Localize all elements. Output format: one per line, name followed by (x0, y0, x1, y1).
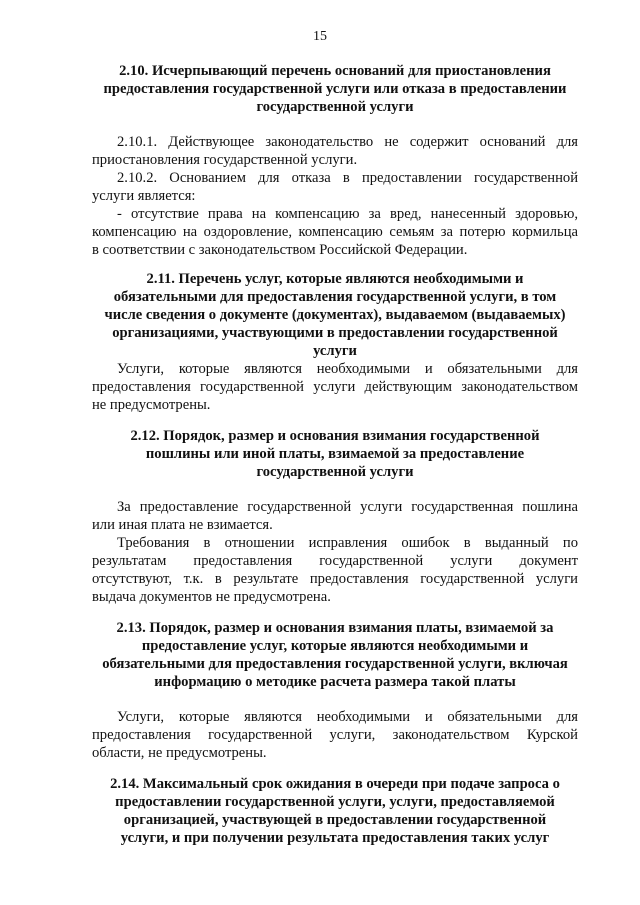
heading-2-13-line-1: 2.13. Порядок, размер и основания взимания платы, взимаемой за (116, 620, 554, 636)
heading-2-14-line-1: 2.14. Максимальный срок ожидания в очереди при подаче запроса о (110, 776, 560, 792)
heading-2-13-line-4: информацию о методике расчета размера такой платы (154, 674, 516, 690)
para-2-13-line-2: предоставления государственной услуги, законодательством Курской (92, 727, 578, 743)
para-2-10-2-line-2: услуги является: (92, 188, 196, 204)
para-2-10-1-line-2: приостановления государственной услуги. (92, 152, 358, 168)
para-2-12-2-line-1: Требования в отношении исправления ошибок в выданный по (117, 535, 578, 551)
para-2-11-line-2: предоставления государственной услуги действующим законодательством (92, 379, 578, 395)
para-2-10-3-line-2: компенсацию на оздоровление, компенсацию семьям за потерю кормильца (92, 224, 578, 240)
para-2-12-1-line-2: или иная плата не взимается. (92, 517, 273, 533)
para-2-13-line-1: Услуги, которые являются необходимыми и обязательными для (117, 709, 578, 725)
para-2-13-line-3: области, не предусмотрены. (92, 745, 267, 761)
para-2-12-2-line-4: выдача документов не предусмотрена. (92, 589, 331, 605)
heading-2-14-line-2: предоставлении государственной услуги, услуги, предоставляемой (115, 794, 555, 810)
heading-2-12-line-2: пошлины или иной платы, взимаемой за предоставление (145, 446, 525, 462)
heading-2-14-line-3: организацией, участвующей в предоставлении государственной (123, 812, 547, 828)
heading-2-10-line-2: предоставления государственной услуги или отказа в предоставлении (103, 81, 567, 97)
page-number: 15 (313, 29, 327, 44)
para-2-11-line-1: Услуги, которые являются необходимыми и обязательными для (117, 361, 578, 377)
heading-2-13-line-2: предоставление услуг, которые являются необходимыми и (141, 638, 529, 654)
heading-2-10-line-1: 2.10. Исчерпывающий перечень оснований для приостановления (119, 63, 551, 79)
para-2-10-2-line-1: 2.10.2. Основанием для отказа в предоставлении государственной (117, 170, 578, 186)
heading-2-11-line-4: организациями, участвующими в предоставлении государственной (112, 325, 558, 341)
heading-2-10-line-3: государственной услуги (256, 99, 414, 115)
heading-2-11-line-5: услуги (313, 343, 357, 359)
para-2-10-1-line-1: 2.10.1. Действующее законодательство не содержит оснований для (117, 134, 578, 150)
heading-2-11-line-2: обязательными для предоставления государственной услуги, в том (113, 289, 557, 305)
heading-2-11-line-3: числе сведения о документе (документах), выдаваемом (выдаваемых) (104, 307, 566, 323)
para-2-12-2-line-3: отсутствуют, т.к. в результате предоставления государственной услуги (92, 571, 578, 587)
heading-2-12-line-1: 2.12. Порядок, размер и основания взимания государственной (130, 428, 540, 444)
heading-2-12-line-3: государственной услуги (256, 464, 414, 480)
para-2-10-3-line-1: - отсутствие права на компенсацию за вред, нанесенный здоровью, (117, 206, 578, 222)
heading-2-11-line-1: 2.11. Перечень услуг, которые являются необходимыми и (146, 271, 524, 287)
para-2-12-1-line-1: За предоставление государственной услуги государственная пошлина (117, 499, 578, 515)
para-2-11-line-3: не предусмотрены. (92, 397, 211, 413)
para-2-12-2-line-2: результатам предоставления государственной услуги документ (92, 553, 578, 569)
para-2-10-3-line-3: в соответствии с законодательством Российской Федерации. (92, 242, 468, 258)
heading-2-14-line-4: услуги, и при получении результата предоставления таких услуг (120, 830, 550, 846)
heading-2-13-line-3: обязательными для предоставления государственной услуги, включая (102, 656, 568, 672)
